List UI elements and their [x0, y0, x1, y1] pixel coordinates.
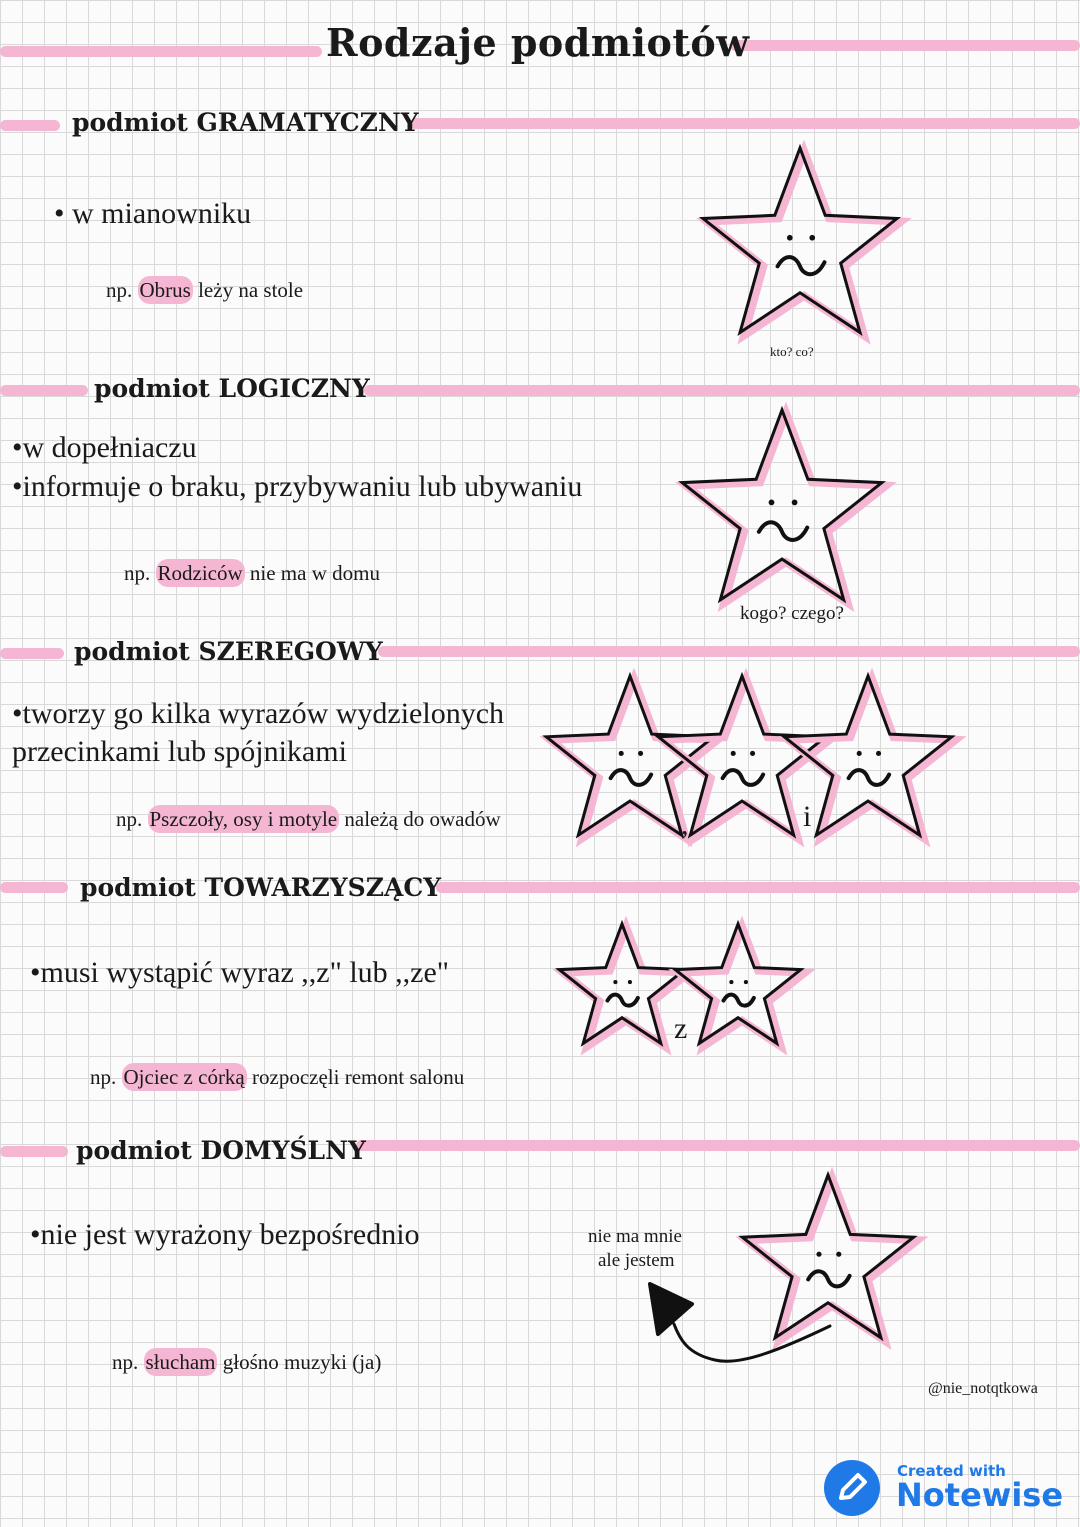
star-mouth [723, 995, 753, 1006]
bullet-text: •tworzy go kilka wyrazów wydzielonych [12, 697, 505, 730]
heading-bar-left [0, 120, 60, 131]
bullet-text: • w mianowniku [54, 197, 252, 230]
badge-line2: Notewise [896, 1476, 1064, 1514]
example-highlight: Ojciec z córką [123, 1065, 245, 1089]
example-text [116, 807, 501, 832]
star-eye [731, 751, 736, 756]
star-mouth [849, 770, 889, 785]
star-eye [787, 235, 793, 241]
heading-bar-right [410, 118, 1080, 129]
author-handle: @nie_notqtkowa [928, 1380, 1038, 1397]
bullet-text: •informuje o braku, przybywaniu lub ubywaniu [12, 470, 583, 503]
connector-comma: , [681, 808, 689, 841]
heading-bar-right [356, 1140, 1080, 1151]
star-caption: kto? co? [770, 344, 814, 359]
example-prefix: np. [90, 1065, 122, 1089]
star-mouth [723, 770, 763, 785]
arrow-icon [640, 1280, 840, 1370]
heading-bar-left [0, 882, 68, 893]
heading-bar-left [0, 648, 64, 659]
section-heading: podmiot GRAMATYCZNY [72, 108, 419, 137]
example-prefix: np. [112, 1350, 144, 1374]
star-eye [750, 751, 755, 756]
star-eye [769, 499, 775, 505]
section-heading: podmiot SZEREGOWY [74, 637, 383, 666]
star-eye [729, 980, 733, 984]
star-eye [792, 499, 798, 505]
connector-i: i [803, 800, 812, 833]
star-eye [876, 751, 881, 756]
example-suffix: leży na stole [192, 278, 304, 302]
note-line: ale jestem [598, 1250, 675, 1271]
example-text [112, 1350, 381, 1375]
example-suffix: rozpoczęli remont salonu [246, 1065, 465, 1089]
example-text [124, 561, 380, 586]
star-eye [628, 980, 632, 984]
example-prefix: np. [124, 561, 156, 585]
example-highlight: słucham [145, 1350, 216, 1374]
star-outline [703, 148, 897, 333]
bullet-text: •musi wystąpić wyraz ,,z" lub ,,ze" [30, 956, 450, 989]
heading-bar-right [378, 646, 1080, 657]
heading-bar-left [0, 1146, 68, 1157]
star-mouth [778, 257, 825, 274]
example-suffix: głośno muzyki (ja) [217, 1350, 382, 1374]
heading-bar-left [0, 385, 88, 396]
example-text [106, 278, 303, 303]
example-suffix: należą do owadów [339, 807, 501, 831]
star-eye [836, 1252, 841, 1257]
note-line: nie ma mnie [588, 1226, 682, 1247]
star-face-icon [0, 0, 1, 1]
notewise-badge[interactable] [824, 1458, 1074, 1518]
example-highlight: Rodziców [157, 561, 243, 585]
section-heading: podmiot DOMYŚLNY [76, 1136, 366, 1165]
title-bar-left [0, 46, 322, 57]
star-eye [638, 751, 643, 756]
section-heading: podmiot LOGICZNY [94, 374, 370, 403]
star-eye [613, 980, 617, 984]
heading-bar-right [436, 882, 1080, 893]
star-mouth [607, 995, 637, 1006]
star-outline [682, 410, 882, 600]
example-suffix: nie ma w domu [244, 561, 380, 585]
title-bar-right [730, 40, 1080, 51]
star-eye [619, 751, 624, 756]
star-caption: kogo? czego? [740, 603, 844, 624]
star-eye [744, 980, 748, 984]
bullet-text: przecinkami lub spójnikami [12, 735, 347, 768]
page-title: Rodzaje podmiotów [326, 20, 750, 65]
star-mouth [611, 770, 651, 785]
bullet-text: •nie jest wyrażony bezpośrednio [30, 1218, 420, 1251]
example-highlight: Obrus [139, 278, 191, 302]
bullet-text: •w dopełniaczu [12, 431, 197, 464]
badge-line1: Created with [897, 1462, 1006, 1480]
example-prefix: np. [116, 807, 148, 831]
example-prefix: np. [106, 278, 138, 302]
star-eye [809, 235, 815, 241]
star-mouth [759, 522, 807, 540]
heading-bar-right [364, 385, 1080, 396]
section-heading: podmiot TOWARZYSZĄCY [80, 873, 442, 902]
connector-z: z [674, 1012, 688, 1045]
example-text [90, 1065, 464, 1090]
pen-icon [824, 1460, 880, 1516]
star-eye [816, 1252, 821, 1257]
star-eye [857, 751, 862, 756]
example-highlight: Pszczoły, osy i motyle [149, 807, 338, 831]
